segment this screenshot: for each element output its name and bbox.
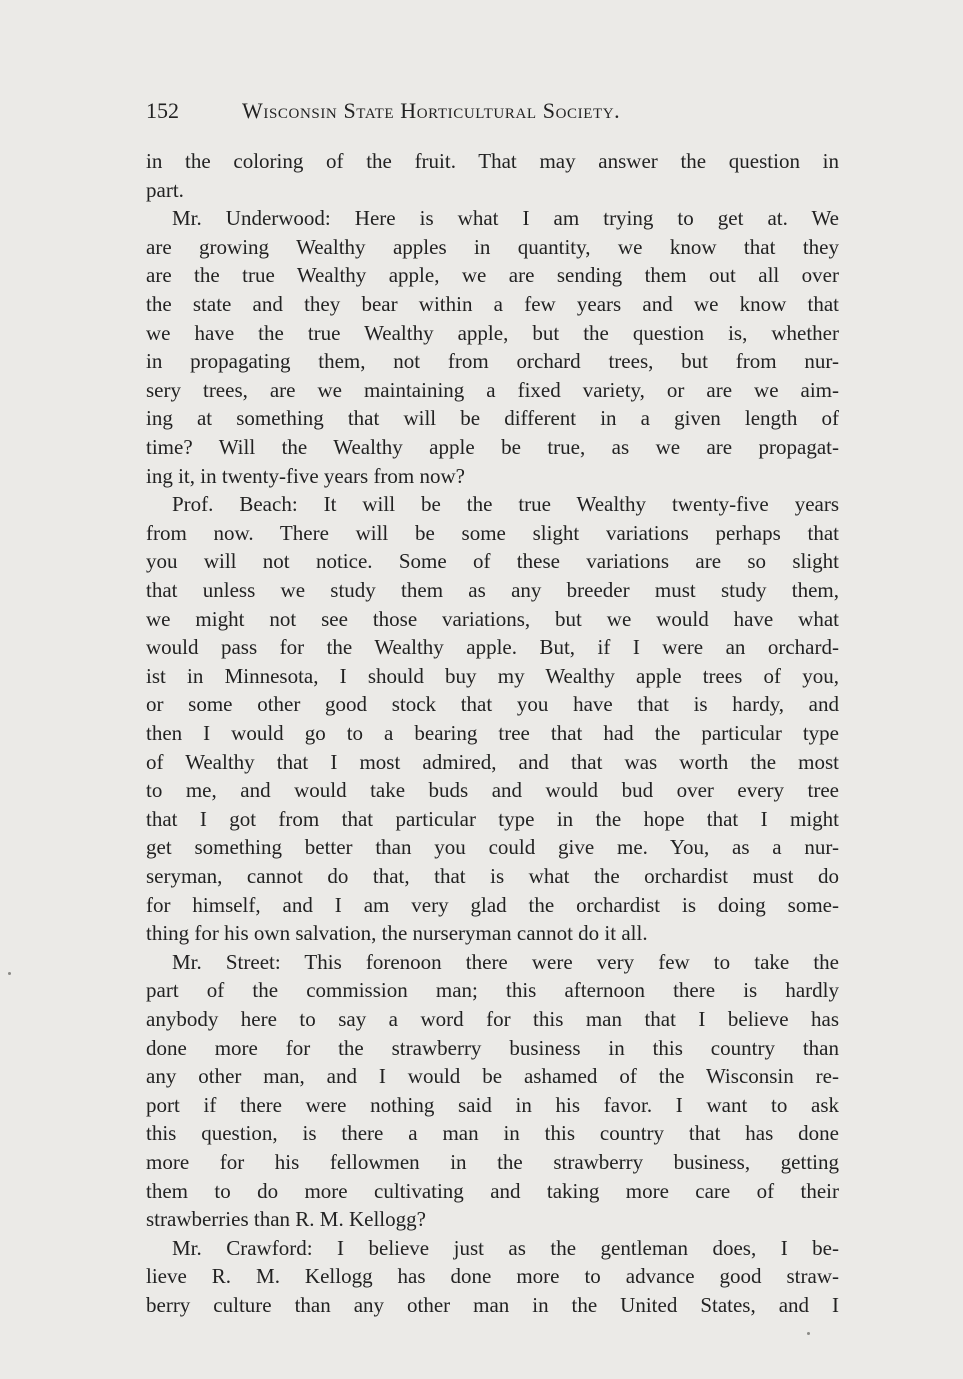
text-line: Mr. Crawford: I believe just as the gentleman does, I be- (172, 1235, 839, 1260)
text-line: the state and they bear within a few years and we know that (146, 292, 839, 316)
running-head (146, 96, 846, 126)
text-line: sery trees, are we maintaining a fixed variety, or are we aim- (146, 377, 839, 402)
page-number: 152 (146, 98, 179, 123)
text-line: Mr. Underwood: Here is what I am trying to get at. We (172, 206, 839, 231)
text-line: for himself, and I am very glad the orchardist is doing some- (146, 892, 839, 917)
text-line: part. (146, 177, 184, 202)
text-line: seryman, cannot do that, that is what the orchardist must do (146, 864, 839, 888)
text-line: in propagating them, not from orchard trees, but from nur- (146, 349, 839, 374)
text-line: of Wealthy that I most admired, and that was worth the most (146, 749, 839, 774)
text-line: part of the commission man; this afternoon there is hardly (146, 978, 839, 1003)
text-line: from now. There will be some slight variations perhaps that (146, 520, 839, 545)
text-line: that unless we study them as any breeder must study them, (146, 578, 839, 602)
text-line: port if there were nothing said in his favor. I want to ask (146, 1092, 839, 1117)
text-line: to me, and would take buds and would bud over every tree (146, 778, 839, 803)
text-line: more for his fellowmen in the strawberry business, getting (146, 1150, 839, 1174)
text-line: get something better than you could give me. You, as a nur- (146, 835, 839, 860)
text-line: ing it, in twenty-five years from now? (146, 463, 465, 488)
text-line: strawberries than R. M. Kellogg? (146, 1207, 426, 1232)
text-line: anybody here to say a word for this man that I believe has (146, 1007, 839, 1031)
margin-speck (8, 972, 11, 975)
text-line: lieve R. M. Kellogg has done more to advance good straw- (146, 1264, 839, 1289)
text-line: any other man, and I would be ashamed of the Wisconsin re- (146, 1064, 839, 1089)
text-line: that I got from that particular type in the hope that I might (146, 806, 839, 831)
text-line: time? Will the Wealthy apple be true, as we are propagat- (146, 435, 839, 459)
text-line: done more for the strawberry business in this country than (146, 1035, 839, 1060)
text-line: in the coloring of the fruit. That may answer the question in (146, 149, 839, 173)
text-line: Mr. Street: This forenoon there were very few to take the (172, 949, 839, 974)
text-line: this question, is there a man in this country that has done (146, 1121, 839, 1146)
text-line: ist in Minnesota, I should buy my Wealthy apple trees of you, (146, 663, 839, 688)
text-line: them to do more cultivating and taking more care of their (146, 1178, 839, 1203)
text-line: then I would go to a bearing tree that had the particular type (146, 721, 839, 745)
text-line: you will not notice. Some of these variations are so slight (146, 549, 839, 574)
running-head-title: Wisconsin State Horticultural Society. (242, 98, 621, 123)
text-line: are growing Wealthy apples in quantity, we know that they (146, 234, 839, 259)
text-line: are the true Wealthy apple, we are sending them out all over (146, 263, 839, 288)
text-line: we have the true Wealthy apple, but the question is, whether (146, 320, 839, 345)
text-line: ing at something that will be different in a given length of (146, 406, 839, 431)
text-line: Prof. Beach: It will be the true Wealthy twenty-five years (172, 492, 839, 517)
text-line: would pass for the Wealthy apple. But, if I were an orchard- (146, 635, 839, 660)
text-line: berry culture than any other man in the United States, and I (146, 1293, 839, 1317)
text-line: we might not see those variations, but we would have what (146, 606, 839, 631)
text-line: or some other good stock that you have that is hardy, and (146, 692, 839, 717)
page-speck (807, 1332, 810, 1335)
text-line: thing for his own salvation, the nurseryman cannot do it all. (146, 921, 648, 946)
